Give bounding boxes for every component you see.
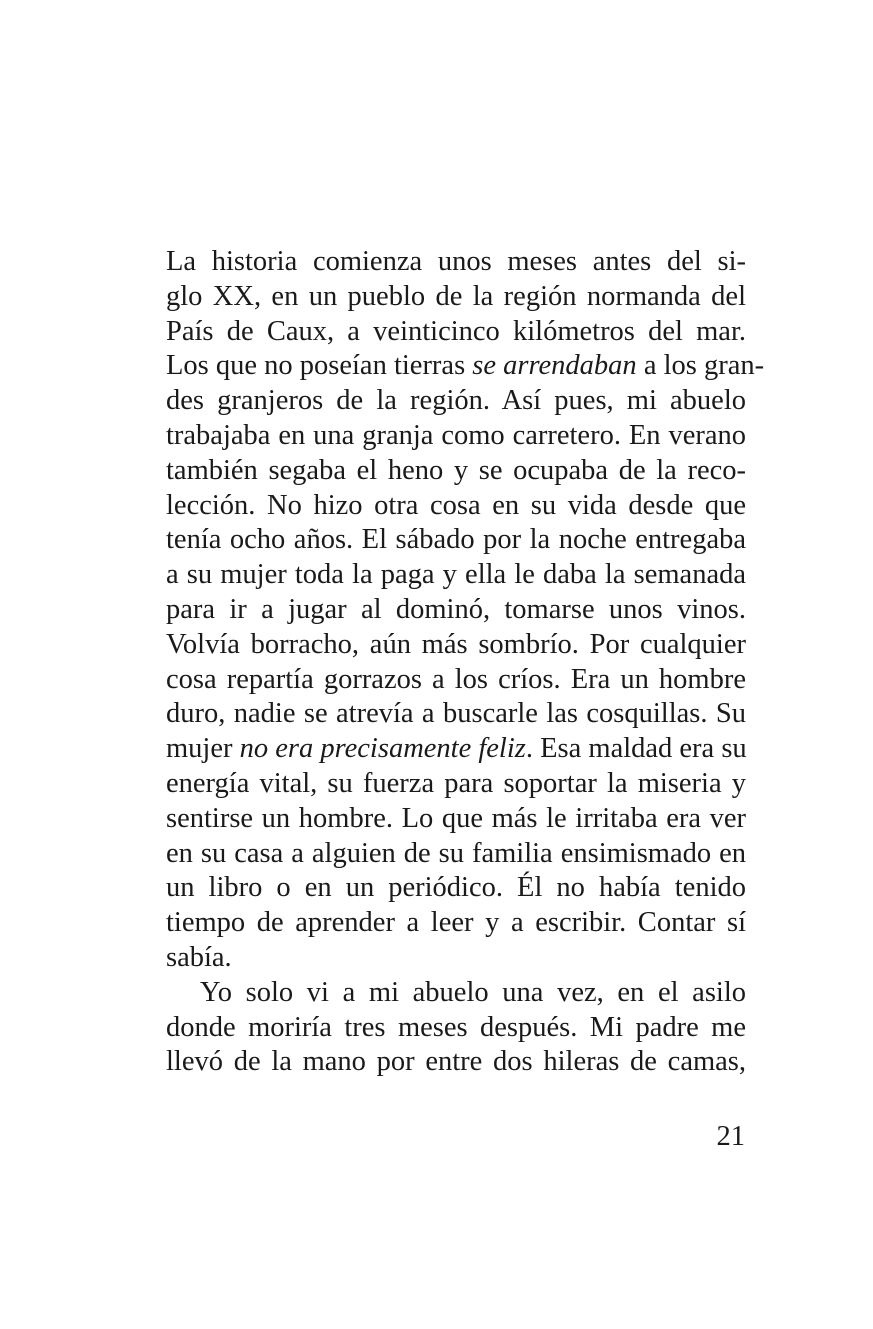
- text-line: [166, 732, 746, 767]
- text-segment: llevó de la mano por entre dos hileras de camas,: [166, 1046, 746, 1078]
- italic-phrase: no era precisamente feliz: [239, 733, 526, 765]
- text-segment: sabía.: [166, 941, 232, 973]
- text-line: [166, 906, 746, 941]
- text-segment: tiempo de aprender a leer y a escribir. Contar sí: [166, 907, 746, 939]
- text-segment: a su mujer toda la paga y ella le daba la semanada: [166, 559, 746, 591]
- text-line: [166, 593, 746, 628]
- text-line: [166, 976, 746, 1011]
- text-segment: un libro o en un periódico. Él no había tenido: [166, 872, 746, 904]
- text-segment: La historia comienza unos meses antes del si-: [166, 246, 746, 277]
- text-segment: a los gran-: [636, 350, 765, 382]
- text-segment: Volvía borracho, aún más sombrío. Por cualquier: [166, 628, 746, 660]
- text-segment: duro, nadie se atrevía a buscarle las cosquillas. Su: [166, 698, 746, 730]
- text-line: [166, 454, 746, 489]
- text-line: [166, 315, 746, 350]
- text-line: [166, 697, 746, 732]
- text-line: [166, 802, 746, 837]
- text-line: [166, 871, 746, 906]
- text-segment: donde moriría tres meses después. Mi padre me: [166, 1011, 746, 1043]
- text-line: [166, 663, 746, 698]
- text-segment: también segaba el heno y se ocupaba de la reco-: [166, 454, 746, 486]
- text-line: [166, 419, 746, 454]
- italic-phrase: se arrendaban: [472, 350, 637, 382]
- text-segment: País de Caux, a veinticinco kilómetros del mar.: [166, 315, 746, 347]
- text-line: [166, 837, 746, 872]
- text-line: [166, 1045, 746, 1080]
- text-segment: lección. No hizo otra cosa en su vida desde que: [166, 489, 746, 521]
- text-segment: sentirse un hombre. Lo que más le irritaba era ver: [166, 802, 746, 834]
- text-segment: para ir a jugar al dominó, tomarse unos vinos.: [166, 593, 746, 625]
- text-segment: en su casa a alguien de su familia ensimismado en: [166, 837, 746, 869]
- text-segment: cosa repartía gorrazos a los críos. Era un hombre: [166, 663, 746, 695]
- text-segment: glo XX, en un pueblo de la región normanda del: [166, 280, 746, 312]
- text-line: [166, 767, 746, 802]
- text-segment: trabajaba en una granja como carretero. En verano: [166, 419, 746, 451]
- text-segment: des granjeros de la región. Así pues, mi abuelo: [166, 385, 746, 417]
- text-line: [166, 349, 765, 384]
- text-line: [166, 558, 746, 593]
- text-segment: mujer: [166, 733, 240, 765]
- text-line: [166, 384, 746, 419]
- text-segment: energía vital, su fuerza para soportar la miseria y: [166, 767, 746, 799]
- text-line: [166, 523, 746, 558]
- text-segment: . Esa maldad era su: [525, 733, 747, 765]
- text-line: [166, 245, 746, 280]
- text-line: [166, 628, 746, 663]
- page-number: 21: [716, 1121, 745, 1152]
- text-segment: tenía ocho años. El sábado por la noche entregaba: [166, 524, 746, 556]
- text-segment: Yo solo vi a mi abuelo una vez, en el asilo: [200, 976, 746, 1008]
- text-line: [166, 489, 746, 524]
- body-text: [166, 245, 765, 1080]
- text-line: [166, 280, 746, 315]
- text-line: [166, 1011, 746, 1046]
- text-line: [166, 941, 746, 976]
- text-segment: Los que no poseían tierras: [166, 350, 473, 382]
